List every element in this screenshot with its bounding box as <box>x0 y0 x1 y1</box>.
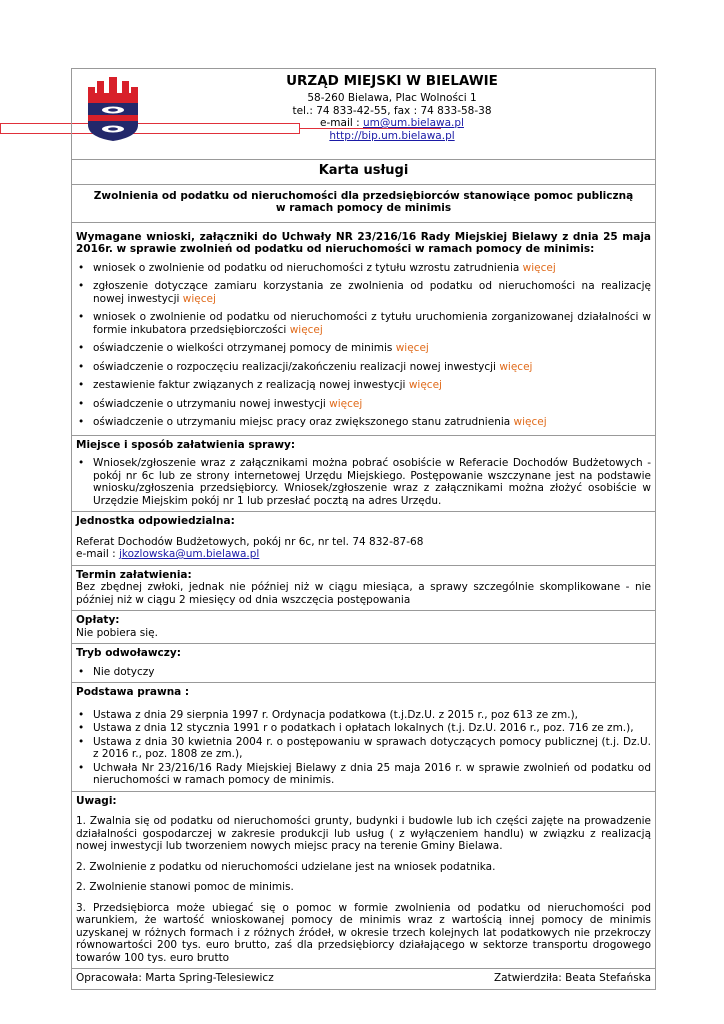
place-text: • Wniosek/zgłoszenie wraz z załącznikami można pobrać osobiście w Referacie Dochodów Budżetowych - pokój nr 6c lub ze strony internetowej Urzędu Miejskiego. Postępowanie wszczynane jest na podstawie wniosku/zgłoszenia przedsiębiorcy. Wniosek/zgłoszenie wraz z załącznikami można złożyć osobiście w Urzędzie Miejskim pokój nr 1 lub przesłać pocztą na adres Urzędu. <box>76 457 651 507</box>
office-contact <box>202 73 582 142</box>
list-item: • Ustawa z dnia 12 stycznia 1991 r o podatkach i opłatach lokalnych (t.j. Dz.U. 2016 r., poz. 716 ze zm.), <box>76 722 651 735</box>
required-documents-heading: Wymagane wnioski, załączniki do Uchwały NR 23/216/16 Rady Miejskiej Bielawy z dnia 25 maja 2016r. w sprawie zwolnień od podatku od nieruchomości w ramach pomocy de minimis: <box>76 230 651 255</box>
more-link[interactable]: więcej <box>499 360 533 373</box>
prepared-by: Opracowała: Marta Spring-Telesiewicz <box>76 972 274 984</box>
note-item: 1. Zwalnia się od podatku od nieruchomości grunty, budynki i budowle lub ich części zajęte na prowadzenie działalności gospodarczej w zakresie produkcji lub usług ( z wyłączeniem handlu) w związku z realizacją nowej inwestycji lub tworzeniem nowych miejsc pracy na terenie Gminy Bielawa. <box>76 815 651 852</box>
more-link[interactable]: więcej <box>408 379 442 391</box>
more-link[interactable]: więcej <box>289 323 323 336</box>
more-link[interactable]: więcej <box>513 416 547 428</box>
email-label: e-mail : <box>320 117 363 129</box>
unit-text: Referat Dochodów Budżetowych, pokój nr 6c, nr tel. 74 832-87-68 <box>76 535 424 548</box>
list-item: • oświadczenie o rozpoczęciu realizacji/zakończeniu realizacji nowej inwestycji więcej <box>76 361 651 374</box>
office-header <box>72 69 655 159</box>
unit-section <box>72 511 655 565</box>
coat-of-arms-icon <box>86 77 140 141</box>
more-link[interactable]: więcej <box>522 261 556 274</box>
office-phone: tel.: 74 833-42-55, fax : 74 833-58-38 <box>292 104 492 117</box>
list-item: • Ustawa z dnia 29 sierpnia 1997 r. Ordynacja podatkowa (t.j.Dz.U. z 2015 r., poz 613 ze zm.), <box>76 709 651 722</box>
note-item: 2. Zwolnienie z podatku od nieruchomości udzielane jest na wniosek podatnika. <box>76 860 496 873</box>
place-heading: Miejsce i sposób załatwienia sprawy: <box>76 438 296 451</box>
office-email-line <box>202 117 582 130</box>
notes-heading: Uwagi: <box>76 794 117 807</box>
list-item: • wniosek o zwolnienie od podatku od nieruchomości z tytułu wzrostu zatrudnienia więcej <box>76 262 651 275</box>
deadline-text: Bez zbędnej zwłoki, jednak nie później niż w ciągu miesiąca, a sprawy szczególnie skomplikowane - nie później niż w ciągu 2 miesięcy od dnia wszczęcia postępowania <box>76 581 651 606</box>
list-item: • zestawienie faktur związanych z realizacją nowej inwestycji więcej <box>76 379 651 392</box>
approved-by: Zatwierdziła: Beata Stefańska <box>493 972 651 984</box>
more-link[interactable]: więcej <box>395 342 429 354</box>
note-item: 3. Przedsiębiorca może ubiegać się o pomoc w formie zwolnienia od podatku od nieruchomości pod warunkiem, że wartość wnioskowanej pomocy de minimis wraz z wartością innej pomocy de minimis uzyskanej w różnych formach i z różnych źródeł, w okresie trzech kolejnych lat podatkowych nie przekroczy równowartości 200 tys. euro brutto, zaś dla przedsiębiorcy działającego w sektorze transportu drogowego towarów 100 tys. euro brutto <box>76 901 651 964</box>
office-address: 58-260 Bielawa, Plac Wolności 1 <box>307 92 477 104</box>
place-section <box>72 435 655 512</box>
note-item: 2. Zwolnienie stanowi pomoc de minimis. <box>76 881 294 893</box>
list-item: • oświadczenie o utrzymaniu nowej inwestycji więcej <box>76 398 651 411</box>
fees-section <box>72 610 655 643</box>
card-title: Karta usługi <box>72 159 655 184</box>
list-item: • Uchwała Nr 23/216/16 Rady Miejskiej Bielawy z dnia 25 maja 2016 r. w sprawie zwolnień od podatku od nieruchomości w ramach pomocy de minimis. <box>76 762 651 787</box>
appeal-text: • Nie dotyczy <box>76 666 651 679</box>
required-documents-list <box>76 262 651 429</box>
appeal-heading: Tryb odwoławczy: <box>76 647 181 659</box>
more-link[interactable]: więcej <box>182 292 216 305</box>
appeal-section <box>72 643 655 682</box>
list-item: • oświadczenie o wielkości otrzymanej pomocy de minimis więcej <box>76 342 651 355</box>
list-item: • Ustawa z dnia 30 kwietnia 2004 r. o postępowaniu w sprawach dotyczących pomocy publicznej (t.j. Dz.U. z 2016 r., poz. 1808 ze zm.), <box>76 736 651 761</box>
bip-link[interactable]: http://bip.um.bielawa.pl <box>329 129 455 142</box>
legal-section <box>72 682 655 791</box>
required-documents-section <box>72 222 655 435</box>
office-title: URZĄD MIEJSKI W BIELAWIE <box>286 73 498 89</box>
unit-heading: Jednostka odpowiedzialna: <box>76 515 235 527</box>
deadline-section <box>72 565 655 611</box>
notes-section <box>72 791 655 969</box>
unit-email-link[interactable]: jkozlowska@um.bielawa.pl <box>118 548 260 560</box>
list-item: • wniosek o zwolnienie od podatku od nieruchomości z tytułu uruchomienia zorganizowanej działalności w formie inkubatora przedsiębiorczości więcej <box>76 311 651 336</box>
list-item: • oświadczenie o utrzymaniu miejsc pracy oraz zwiększonego stanu zatrudnienia więcej <box>76 416 651 429</box>
service-card <box>71 68 656 990</box>
unit-email-label: e-mail : <box>76 548 119 560</box>
fees-heading: Opłaty: <box>76 614 120 626</box>
signature-footer <box>72 968 655 989</box>
deadline-heading: Termin załatwienia: <box>76 568 192 581</box>
service-subtitle: Zwolnienia od podatku od nieruchomości dla przedsiębiorców stanowiące pomoc publiczną w ramach pomocy de minimis <box>72 184 655 222</box>
legal-heading: Podstawa prawna : <box>76 686 190 698</box>
more-link[interactable]: więcej <box>329 397 363 410</box>
legal-list <box>76 709 651 787</box>
list-item: • zgłoszenie dotyczące zamiaru korzystania ze zwolnienia od podatku od nieruchomości na realizację nowej inwestycji więcej <box>76 280 651 305</box>
office-email-link[interactable]: um@um.bielawa.pl <box>363 117 464 129</box>
fees-text: Nie pobiera się. <box>76 626 158 639</box>
